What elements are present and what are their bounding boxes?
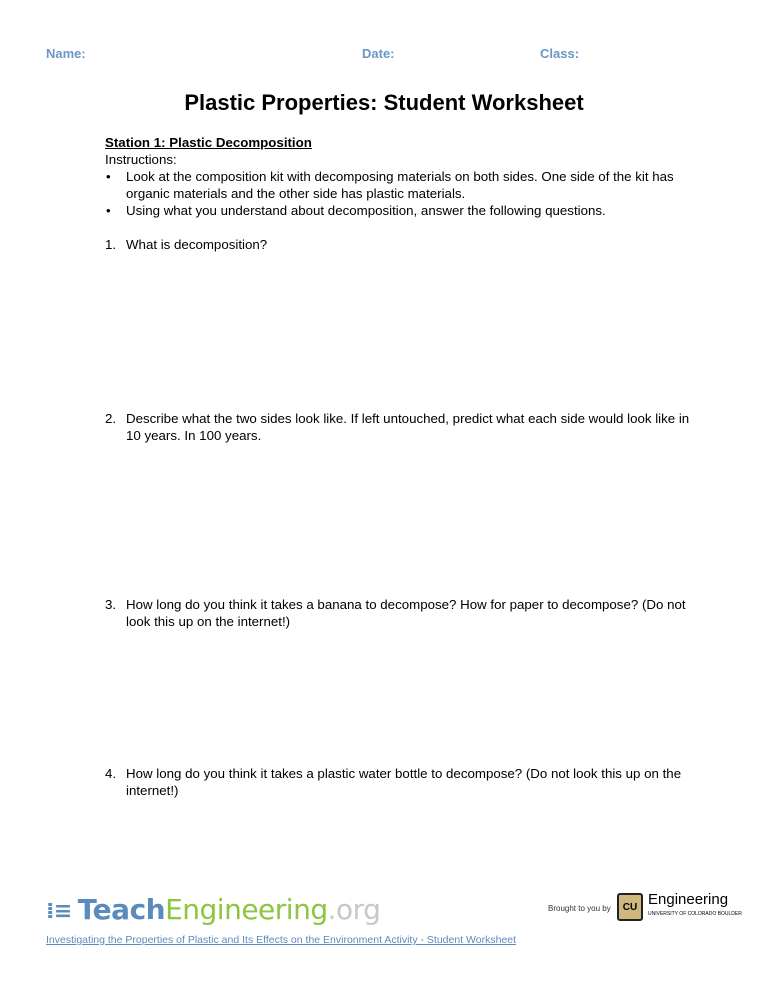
question-2 xyxy=(105,410,696,444)
question-3 xyxy=(105,596,696,630)
question-text: Describe what the two sides look like. If left untouched, predict what each side would look like in 10 years. In 100 years. xyxy=(126,411,690,443)
page-title: Plastic Properties: Student Worksheet xyxy=(184,90,584,115)
teachengineering-logo-icon: ⁞≡ xyxy=(46,898,72,924)
cu-engineering-text: Engineering xyxy=(648,891,729,908)
bullet-item: • Using what you understand about decomposition, answer the following questions. xyxy=(106,203,606,218)
question-1 xyxy=(105,236,696,253)
cu-engineering-logo xyxy=(617,893,742,921)
bullet-item: • Look at the composition kit with decomposing materials on both sides. One side of the kit has organic materials and the other side has plastic materials. xyxy=(106,169,674,201)
question-number: 4. xyxy=(105,766,117,781)
class-label: Class: xyxy=(540,46,580,61)
question-number: 3. xyxy=(105,597,117,612)
activity-link[interactable]: Investigating the Properties of Plastic and Its Effects on the Environment Activity - Student Worksheet xyxy=(46,934,517,946)
question-text: How long do you think it takes a banana to decompose? How for paper to decompose? (Do not look this up on the internet!) xyxy=(126,597,686,629)
bullet-text: Using what you understand about decomposition, answer the following questions. xyxy=(126,203,606,218)
question-number: 2. xyxy=(105,411,117,426)
cu-seal-icon: CU xyxy=(617,893,643,921)
bullet-text: Look at the composition kit with decomposing materials on both sides. One side of the kit has organic materials and the other side has plastic materials. xyxy=(126,169,674,201)
station-heading: Station 1: Plastic Decomposition xyxy=(105,135,312,150)
question-number: 1. xyxy=(105,237,117,252)
question-4 xyxy=(105,765,696,799)
teachengineering-logo: ⁞≡ TeachEngineering.org xyxy=(46,893,381,926)
name-label: Name: xyxy=(46,46,86,61)
question-text: What is decomposition? xyxy=(126,237,268,252)
question-text: How long do you think it takes a plastic water bottle to decompose? (Do not look this up on the internet!) xyxy=(126,766,682,798)
brought-to-you-by: Brought to you by xyxy=(548,904,611,913)
cu-subtitle: UNIVERSITY OF COLORADO BOULDER xyxy=(648,911,742,917)
instructions-label: Instructions: xyxy=(105,152,177,167)
date-label: Date: xyxy=(362,46,395,61)
